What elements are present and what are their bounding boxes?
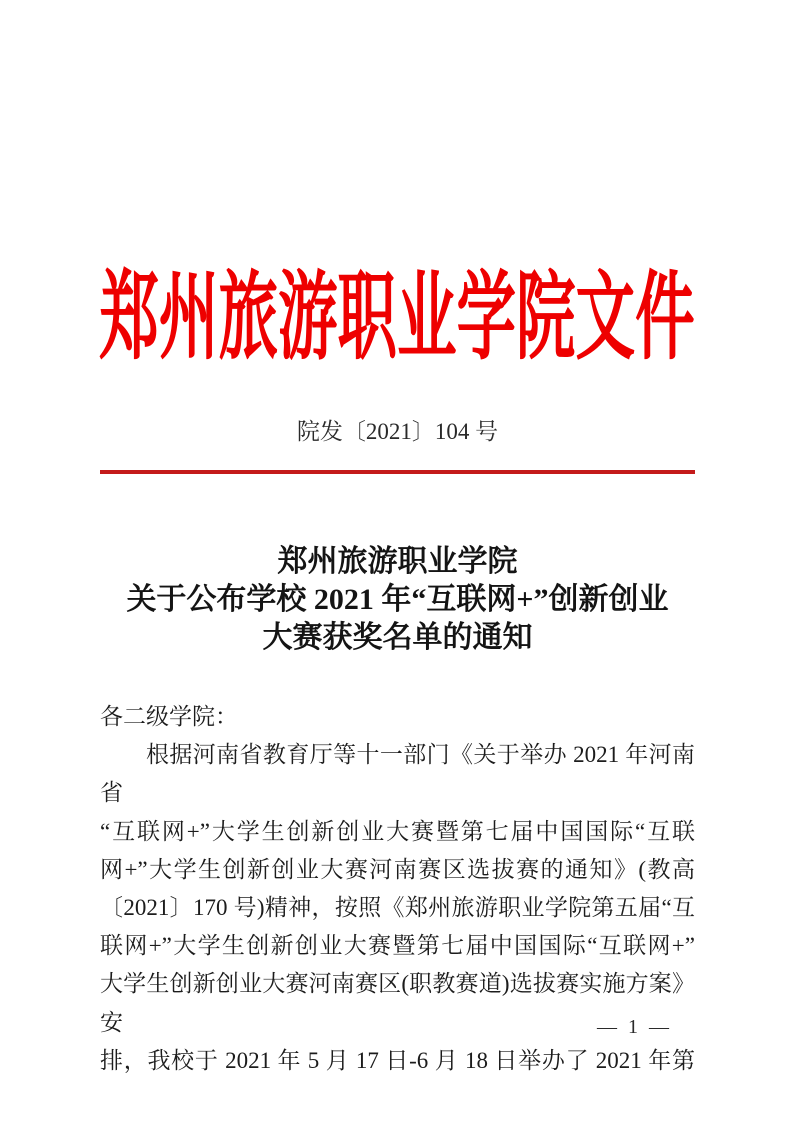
salutation-line: 各二级学院： — [100, 704, 238, 729]
doc-title-line: 郑州旅游职业学院 — [277, 545, 518, 578]
page-number: — 1 — — [597, 1016, 672, 1038]
doc-number: 院发〔2021〕104 号 — [296, 419, 499, 444]
doc-title-line: 关于公布学校 2021 年“互联网+”创新创业 — [126, 583, 669, 616]
red-divider — [100, 470, 695, 474]
body-line: 排，我校于 2021 年 5 月 17 日-6 月 18 日举办了 2021 年第 — [100, 1047, 695, 1073]
body-line: 大学生创新创业大赛河南赛区(职教赛道)选拔赛实施方案》安 — [100, 971, 695, 1035]
body-line: “互联网+”大学生创新创业大赛暨第七届中国国际“互联 — [100, 818, 695, 844]
body-line: 网+”大学生创新创业大赛河南赛区选拔赛的通知》(教高 — [100, 856, 695, 882]
body-line: 〔2021〕170 号)精神，按照《郑州旅游职业学院第五届“互 — [100, 895, 695, 921]
red-header-title: 郑州旅游职业学院文件 — [99, 264, 695, 371]
body-line: 联网+”大学生创新创业大赛暨第七届中国国际“互联网+” — [100, 933, 695, 959]
body-line: 根据河南省教育厅等十一部门《关于举办 2021 年河南省 — [100, 742, 695, 806]
doc-title-line: 大赛获奖名单的通知 — [262, 621, 533, 654]
doc-title — [100, 543, 695, 657]
